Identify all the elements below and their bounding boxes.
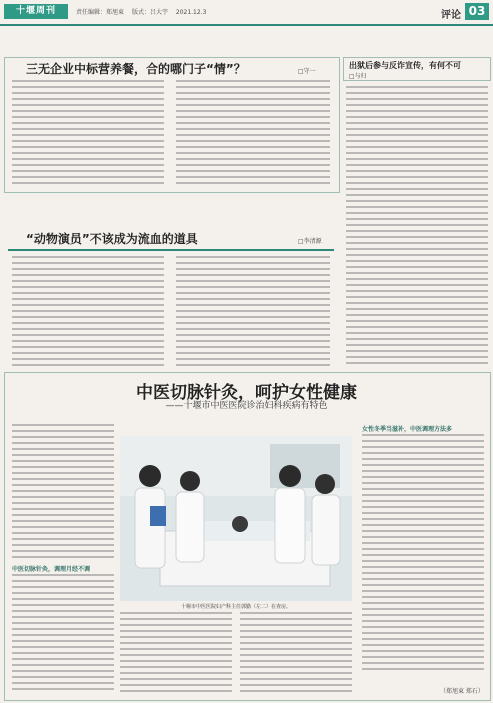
editor-credit: 责任编辑：郑旭東 [76, 9, 125, 16]
feature-subtitle: ——十堰市中医医院诊治妇科疾病有特色 [165, 401, 328, 411]
article-author-1: □守一 [298, 68, 316, 75]
article-author-3: □与归 [349, 73, 367, 80]
page-header [0, 0, 493, 26]
feature-subhead-1: 中医切脉针灸，调理月经不调 [12, 566, 91, 573]
article-title-1: 三无企业中标营养餐，合的哪门子“情”？ [26, 62, 246, 76]
feature-byline: （郑旭東 郑石） [440, 688, 484, 695]
feature-col-1-text [12, 574, 114, 694]
masthead-logo: 十堰周刊 [4, 4, 68, 19]
feature-lead-text [12, 424, 114, 560]
article-author-2: □李清源 [298, 238, 322, 245]
article-body-2-col-1 [12, 256, 164, 366]
article-title-3: 出狱后参与反诈宣传，有何不可 [349, 61, 461, 70]
feature-title: 中医切脉针灸，呵护女性健康 [136, 383, 357, 403]
photo-caption: 十堰市中医医院妇产科主任郭勤（左二）在查房。 [180, 604, 291, 610]
article-body-3 [346, 86, 488, 366]
header-meta [76, 7, 212, 16]
section-name: 评论 [441, 10, 461, 21]
article-2-rule [8, 249, 334, 251]
issue-date: 2021.12.3 [175, 9, 207, 16]
article-title-2: “动物演员”不该成为流血的道具 [26, 232, 198, 246]
article-body-1-col-1 [12, 80, 164, 188]
page-number: 03 [465, 3, 489, 20]
article-body-1-col-2 [176, 80, 330, 188]
feature-col-2-text [120, 612, 232, 694]
hospital-ward-illustration [120, 436, 352, 601]
article-body-2-col-2 [176, 256, 330, 366]
feature-col-4-text [362, 434, 484, 674]
feature-side-heading: 女性冬季当滋补，中医调理方法多 [362, 426, 453, 433]
feature-photo [120, 436, 352, 601]
design-credit: 版式：吕大宇 [131, 9, 168, 16]
feature-col-3-text [240, 612, 352, 694]
